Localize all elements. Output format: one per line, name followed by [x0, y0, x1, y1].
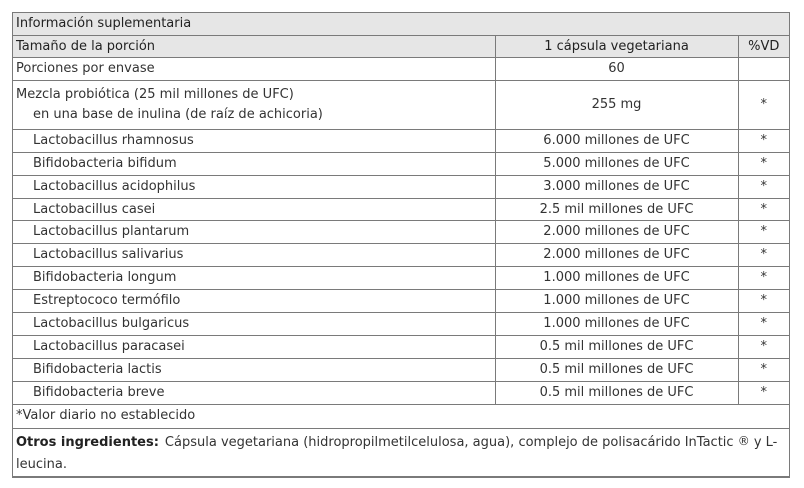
header-row [13, 36, 789, 58]
strain-amount: 2.000 millones de UFC [495, 244, 738, 267]
strain-name: Lactobacillus bulgaricus [13, 313, 495, 336]
strain-row [13, 244, 789, 267]
strain-name: Lactobacillus casei [13, 198, 495, 221]
strain-row [13, 175, 789, 198]
servings-row [13, 58, 789, 81]
serving-size-value: 1 cápsula vegetariana [495, 36, 738, 58]
other-ingredients-text: Cápsula vegetariana (hidropropilmetilcelulosa, agua), complejo de polisacárido InTactic [164, 434, 734, 450]
strain-dv: * [738, 221, 789, 244]
servings-value: 60 [495, 58, 738, 81]
strain-row [13, 152, 789, 175]
strain-dv: * [738, 152, 789, 175]
other-ingredients-row [13, 428, 789, 476]
strain-dv: * [738, 381, 789, 404]
strain-amount: 5.000 millones de UFC [495, 152, 738, 175]
strain-row [13, 129, 789, 152]
blend-label-line2: en una base de inulina (de raíz de achicoria) [33, 106, 323, 122]
supplement-facts-table [13, 36, 789, 477]
strain-dv: * [738, 290, 789, 313]
strain-row [13, 313, 789, 336]
strain-amount: 6.000 millones de UFC [495, 129, 738, 152]
strain-dv: * [738, 267, 789, 290]
supplement-facts-panel [12, 12, 790, 478]
strain-dv: * [738, 358, 789, 381]
strain-name: Lactobacillus plantarum [13, 221, 495, 244]
servings-dv [738, 58, 789, 81]
panel-title: Información suplementaria [13, 13, 789, 36]
strain-amount: 2.000 millones de UFC [495, 221, 738, 244]
strain-name: Lactobacillus rhamnosus [13, 129, 495, 152]
footnote-row [13, 404, 789, 428]
other-ingredients [13, 428, 789, 476]
strain-row [13, 358, 789, 381]
strain-name: Bifidobacteria longum [13, 267, 495, 290]
strain-name: Lactobacillus paracasei [13, 335, 495, 358]
strain-row [13, 198, 789, 221]
strain-amount: 0.5 mil millones de UFC [495, 358, 738, 381]
strain-name: Lactobacillus salivarius [13, 244, 495, 267]
blend-dv: * [738, 80, 789, 129]
strain-name: Estreptococo termófilo [13, 290, 495, 313]
strain-dv: * [738, 335, 789, 358]
strain-amount: 3.000 millones de UFC [495, 175, 738, 198]
registered-mark: ® [737, 433, 750, 448]
footnote: *Valor diario no establecido [13, 404, 789, 428]
strain-amount: 0.5 mil millones de UFC [495, 381, 738, 404]
strain-amount: 2.5 mil millones de UFC [495, 198, 738, 221]
blend-label [13, 80, 495, 129]
strain-name: Bifidobacteria bifidum [13, 152, 495, 175]
strain-dv: * [738, 198, 789, 221]
servings-label: Porciones por envase [13, 58, 495, 81]
serving-size-label: Tamaño de la porción [13, 36, 495, 58]
strain-dv: * [738, 244, 789, 267]
strain-row [13, 267, 789, 290]
strain-amount: 1.000 millones de UFC [495, 313, 738, 336]
strain-dv: * [738, 129, 789, 152]
blend-label-line1: Mezcla probiótica (25 mil millones de UFC) [16, 86, 294, 102]
strain-row [13, 221, 789, 244]
blend-row [13, 80, 789, 129]
strain-dv: * [738, 313, 789, 336]
strain-amount: 0.5 mil millones de UFC [495, 335, 738, 358]
blend-amount: 255 mg [495, 80, 738, 129]
strain-row [13, 290, 789, 313]
other-ingredients-text-end: y L-leucina. [16, 434, 778, 472]
strain-amount: 1.000 millones de UFC [495, 290, 738, 313]
dv-header: %VD [738, 36, 789, 58]
strain-row [13, 335, 789, 358]
other-ingredients-label: Otros ingredientes: [16, 434, 159, 450]
strain-name: Bifidobacteria lactis [13, 358, 495, 381]
strain-dv: * [738, 175, 789, 198]
strain-row [13, 381, 789, 404]
strain-name: Bifidobacteria breve [13, 381, 495, 404]
strain-name: Lactobacillus acidophilus [13, 175, 495, 198]
strain-amount: 1.000 millones de UFC [495, 267, 738, 290]
